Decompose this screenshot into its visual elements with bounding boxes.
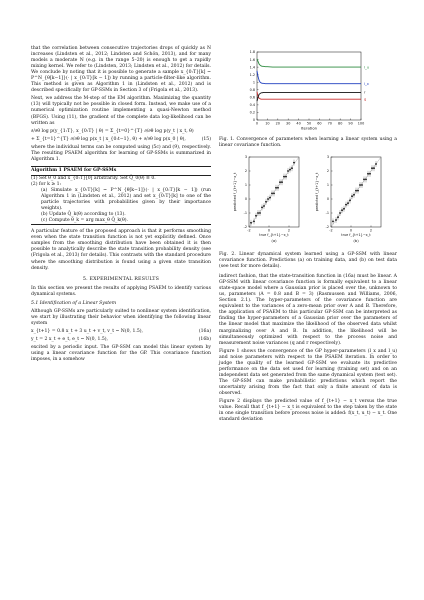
y-axis-label: predicted f_{t+1}−x_t xyxy=(233,172,237,212)
y-tick-label: 2 xyxy=(244,169,247,174)
y-tick-label: 2 xyxy=(326,169,329,174)
x-tick-label: 100 xyxy=(357,121,365,126)
x-tick-label: 10 xyxy=(265,121,270,126)
data-point xyxy=(293,162,295,164)
equation-text: ∂/∂θ log p(y_{1:T}, x_{0:T} | θ) = Σ_{t=0}^{T} ∂/∂θ log p(y_t | x_t, θ) xyxy=(31,128,194,134)
data-point xyxy=(339,212,341,214)
right-column xyxy=(219,46,397,425)
y-tick-label: 1.4 xyxy=(249,65,255,70)
x-tick-label: 80 xyxy=(338,121,343,126)
equation-16b xyxy=(31,337,211,343)
data-point xyxy=(351,195,353,197)
y-tick-label: -1 xyxy=(243,211,247,216)
data-point xyxy=(275,187,277,189)
plot-frame xyxy=(257,52,361,120)
panel-label: (b) xyxy=(353,238,359,244)
data-point xyxy=(375,163,377,165)
data-point xyxy=(259,212,261,214)
panel-label: (a) xyxy=(271,238,277,244)
left-column xyxy=(31,46,211,365)
x-tick-label: 0 xyxy=(349,228,353,233)
paragraph: excited by a periodic input. The GP-SSM can model this linear system by using a linear covariance function for the GP. This covariance function imposes, in a somehow xyxy=(31,345,211,363)
paragraph: A particular feature of the proposed approach is that it performs smoothing even when the state transition function is not yet explicitly defined. Once samples from the smoothing distribution have been obtained it is then possible to analytically describe the state transition probability density (see (Frigola et al., 2013) for details). This contrasts with the standard procedure where the smoothing distribution is found using a given state transition density. xyxy=(31,229,211,271)
section-heading: 5. EXPERIMENTAL RESULTS xyxy=(82,276,160,282)
data-point xyxy=(355,190,357,192)
figure-1-caption: Fig. 1. Convergence of parameters when learning a linear system using a linear covariance function. xyxy=(219,137,397,149)
y-tick-label: 1 xyxy=(252,80,255,85)
algorithm-step: (1) Set θ_0 and x_{0:T}[0] arbitrarily. Set Q̂_0(θ) ≡ 0. xyxy=(31,175,156,181)
y-tick-label: 1.8 xyxy=(249,50,255,55)
y-axis-label: predicted f_{t+1}−x_t xyxy=(315,172,319,212)
data-point xyxy=(341,209,343,211)
paragraph: Although GP-SSMs are particularly suited to nonlinear system identification, we start by illustrating their behavior when identifying the following linear system xyxy=(31,308,211,326)
algorithm-substep: (c) Compute θ_k = arg max_θ Q̂_k(θ). xyxy=(41,218,128,224)
y-tick-label: 1.6 xyxy=(249,57,255,62)
y-tick-label: -2 xyxy=(325,225,329,230)
algorithm-box xyxy=(31,166,211,225)
x-tick-label: 2 xyxy=(369,228,373,233)
data-point xyxy=(369,173,371,175)
y-tick-label: -1 xyxy=(325,211,329,216)
data-point xyxy=(353,194,355,196)
series-label: l_u xyxy=(364,65,370,70)
data-point xyxy=(349,200,351,202)
data-point xyxy=(279,181,281,183)
paragraph: Next, we address the M-step of the EM algorithm. Maximizing the quantity (13) will typically not be possible in closed form. Instead, we make use of a numerical optimization routine implementing a quasi-Newton method (BFGS). Using (11), the gradient of the complete data log-likelihood can be written as xyxy=(31,96,211,126)
x-tick-label: 50 xyxy=(306,121,312,126)
paragraph: where the individual terms can be computed using (5c) and (9), respectively. The resulting PSAEM algorithm for learning of GP-SSMs is summarized in Algorithm 1. xyxy=(31,144,211,162)
data-point xyxy=(367,173,369,175)
data-point xyxy=(263,205,265,207)
series-label: r xyxy=(364,90,366,95)
x-tick-label: 30 xyxy=(286,121,291,126)
x-tick-label: 20 xyxy=(275,121,280,126)
y-tick-label: 1.2 xyxy=(249,72,255,77)
data-point xyxy=(335,219,337,221)
equation-15-line2 xyxy=(31,137,211,143)
y-tick-label: 0.2 xyxy=(249,110,255,115)
series-label: q xyxy=(364,97,367,102)
data-point xyxy=(345,204,347,206)
data-point xyxy=(361,184,363,186)
figure-2-caption: Fig. 2. Linear dynamical system learned using a GP-SSM with linear covariance function. Predictions (a) on training data, and (b) on test data (see text for more details). xyxy=(219,252,397,270)
data-point xyxy=(291,167,293,169)
paragraph: Figure 2 displays the predicted value of f_{t+1} − x_t versus the true value. Recall that f_{t+1} − x_t is equivalent to the step taken by the state in one single transition before process noise is added: f(x_t, u_t) − x_t. One standard deviation xyxy=(219,399,397,423)
x-tick-label: 70 xyxy=(327,121,332,126)
y-tick-label: 1 xyxy=(244,183,247,188)
data-point xyxy=(273,193,275,195)
data-point xyxy=(373,167,375,169)
data-point xyxy=(281,181,283,183)
equation-number: (16b) xyxy=(198,336,211,342)
y-tick-label: 1 xyxy=(326,183,329,188)
data-point xyxy=(250,222,252,224)
data-point xyxy=(265,201,267,203)
series-line xyxy=(257,92,361,101)
equation-number: (16a) xyxy=(198,328,211,334)
data-point xyxy=(371,167,373,169)
data-point xyxy=(347,202,349,204)
y-tick-label: 0.6 xyxy=(249,95,255,100)
data-point xyxy=(343,208,345,210)
equation-text: x_{t+1} = 0.8 x_t + 3 u_t + v_t, v_t ~ N(0, 1.5), xyxy=(31,328,144,334)
y-tick-label: 0 xyxy=(252,118,255,123)
y-tick-label: 0 xyxy=(244,197,247,202)
figure-1 xyxy=(219,46,397,135)
x-tick-label: 40 xyxy=(296,121,301,126)
data-point xyxy=(357,190,359,192)
data-point xyxy=(253,221,255,223)
algorithm-substep: (b) Update Q̂_k(θ) according to (13). xyxy=(41,212,126,218)
paragraph: Figure 1 shows the convergence of the GP hyper-parameters (l_x and l_u) and noise parameters with respect to the PSAEM iteration. In order to judge the quality of the learned GP-SSM we evaluate its predictive performance on the data set used for learning (training set) and on an independent data set generated from the same dynamical system (test set). The GP-SSM can make probabilistic predictions which report the uncertainty arising from the fact that only a finite amount of data is observed. xyxy=(219,348,397,396)
algorithm-substep: (a) Simulate x_{0:T}[k] ~ P^N_{θ[k−1]}(· | x_{0:T}[k − 1]) (run Algorithm 1 in (Lindsten et al., 2012) and set x_{0:T}[k] to one of the particle trajectories with probabilities given by their importance weights). xyxy=(41,187,211,212)
data-point xyxy=(283,176,285,178)
x-tick-label: -2 xyxy=(247,228,251,233)
data-point xyxy=(255,215,257,217)
data-point xyxy=(257,212,259,214)
data-point xyxy=(277,187,279,189)
x-tick-label: 0 xyxy=(255,121,259,126)
data-point xyxy=(365,179,367,181)
subsection-heading: 5.1 Identification of a Linear System xyxy=(31,300,117,306)
equation-text: + Σ_{t=1}^{T} ∂/∂θ log p(x_t | x_{0:t−1}, θ) + ∂/∂θ log p(x_0 | θ), xyxy=(31,136,186,142)
series-line xyxy=(257,59,361,67)
y-tick-label: -2 xyxy=(243,225,247,230)
data-point xyxy=(363,179,365,181)
x-axis-label: true f_{t+1}−x_t xyxy=(341,233,371,238)
data-point xyxy=(261,207,263,209)
prediction-scatter-charts xyxy=(219,153,397,247)
data-point xyxy=(332,221,334,223)
paragraph: In this section we present the results of applying PSAEM to identify various dynamical systems. xyxy=(31,285,211,297)
paragraph: indirect fashion, that the state-transition function in (16a) must be linear. A GP-SSM with linear covariance function is formally equivalent to a linear state-space model where a Gaussian prior is placed over the, unknown to us, parameters (A = 0.8 and B = 3) (Rasmussen and Williams, 2006, Section 2.1). The hyper-parameters of the covariance function are equivalent to the variances of a zero-mean prior over A and B. Therefore, the application of PSAEM to this particular GP-SSM can be interpreted as finding the hyper-parameters of a Gaussian prior over the parameters of the linear model that maximize the likelihood of the observed data whilst marginalizing over A and B. In addition, the likelihood will be simultaneously optimized with respect to the process noise and measurement noise variances (q and r respectively). xyxy=(219,274,397,346)
data-point xyxy=(271,193,273,195)
x-tick-label: 0 xyxy=(267,228,271,233)
data-point xyxy=(285,176,287,178)
series-line xyxy=(257,71,361,84)
equation-15-line1 xyxy=(31,129,211,135)
x-tick-label: 60 xyxy=(317,121,322,126)
algorithm-title: Algorithm 1 PSAEM for GP-SSMs xyxy=(31,167,211,176)
figure-2 xyxy=(219,153,397,250)
x-tick-label: 2 xyxy=(287,228,291,233)
x-tick-label: 90 xyxy=(348,121,353,126)
x-axis-label: true f_{t+1}−x_t xyxy=(259,233,289,238)
paragraph: that the correlation between consecutive trajectories drops of quickly as N increases (Lindsten et al., 2012; Lindsten and Schön, 2013), and for many models a moderate N (e.g. in the range 5–20) is enough to get a rapidly mixing kernel. We refer to (Lindsten, 2013; Lindsten et al., 2012) for details. We conclude by noting that it is possible to generate a sample x_{0:T}[k] ~ P^N_{θ[k−1]}(· | x_{0:T}[k − 1]) by running a particle-filter-like algorithm. This method is given as Algorithm 1 in (Lindsten et al., 2012) and is described specifically for GP-SSMs in Section 3 of (Frigola et al., 2013). xyxy=(31,46,211,94)
y-tick-label: 0.4 xyxy=(249,103,255,108)
data-point xyxy=(337,216,339,218)
x-axis-label: Iteration xyxy=(300,125,318,131)
equation-16a xyxy=(31,329,211,335)
series-label: l_x xyxy=(364,81,369,86)
algorithm-step: (2) for k ≥ 1: xyxy=(31,181,62,187)
data-point xyxy=(359,184,361,186)
data-point xyxy=(287,170,289,172)
y-tick-label: 3 xyxy=(326,155,329,160)
y-tick-label: 0.8 xyxy=(249,87,255,92)
y-tick-label: 3 xyxy=(244,155,247,160)
convergence-chart xyxy=(219,46,397,132)
equation-text: y_t = 2 x_t + e_t, e_t ~ N(0, 1.5), xyxy=(31,336,109,342)
data-point xyxy=(289,169,291,171)
data-point xyxy=(269,197,271,199)
y-tick-label: 0 xyxy=(326,197,329,202)
equation-number: (15) xyxy=(201,136,211,142)
data-point xyxy=(267,198,269,200)
x-tick-label: -2 xyxy=(329,228,333,233)
